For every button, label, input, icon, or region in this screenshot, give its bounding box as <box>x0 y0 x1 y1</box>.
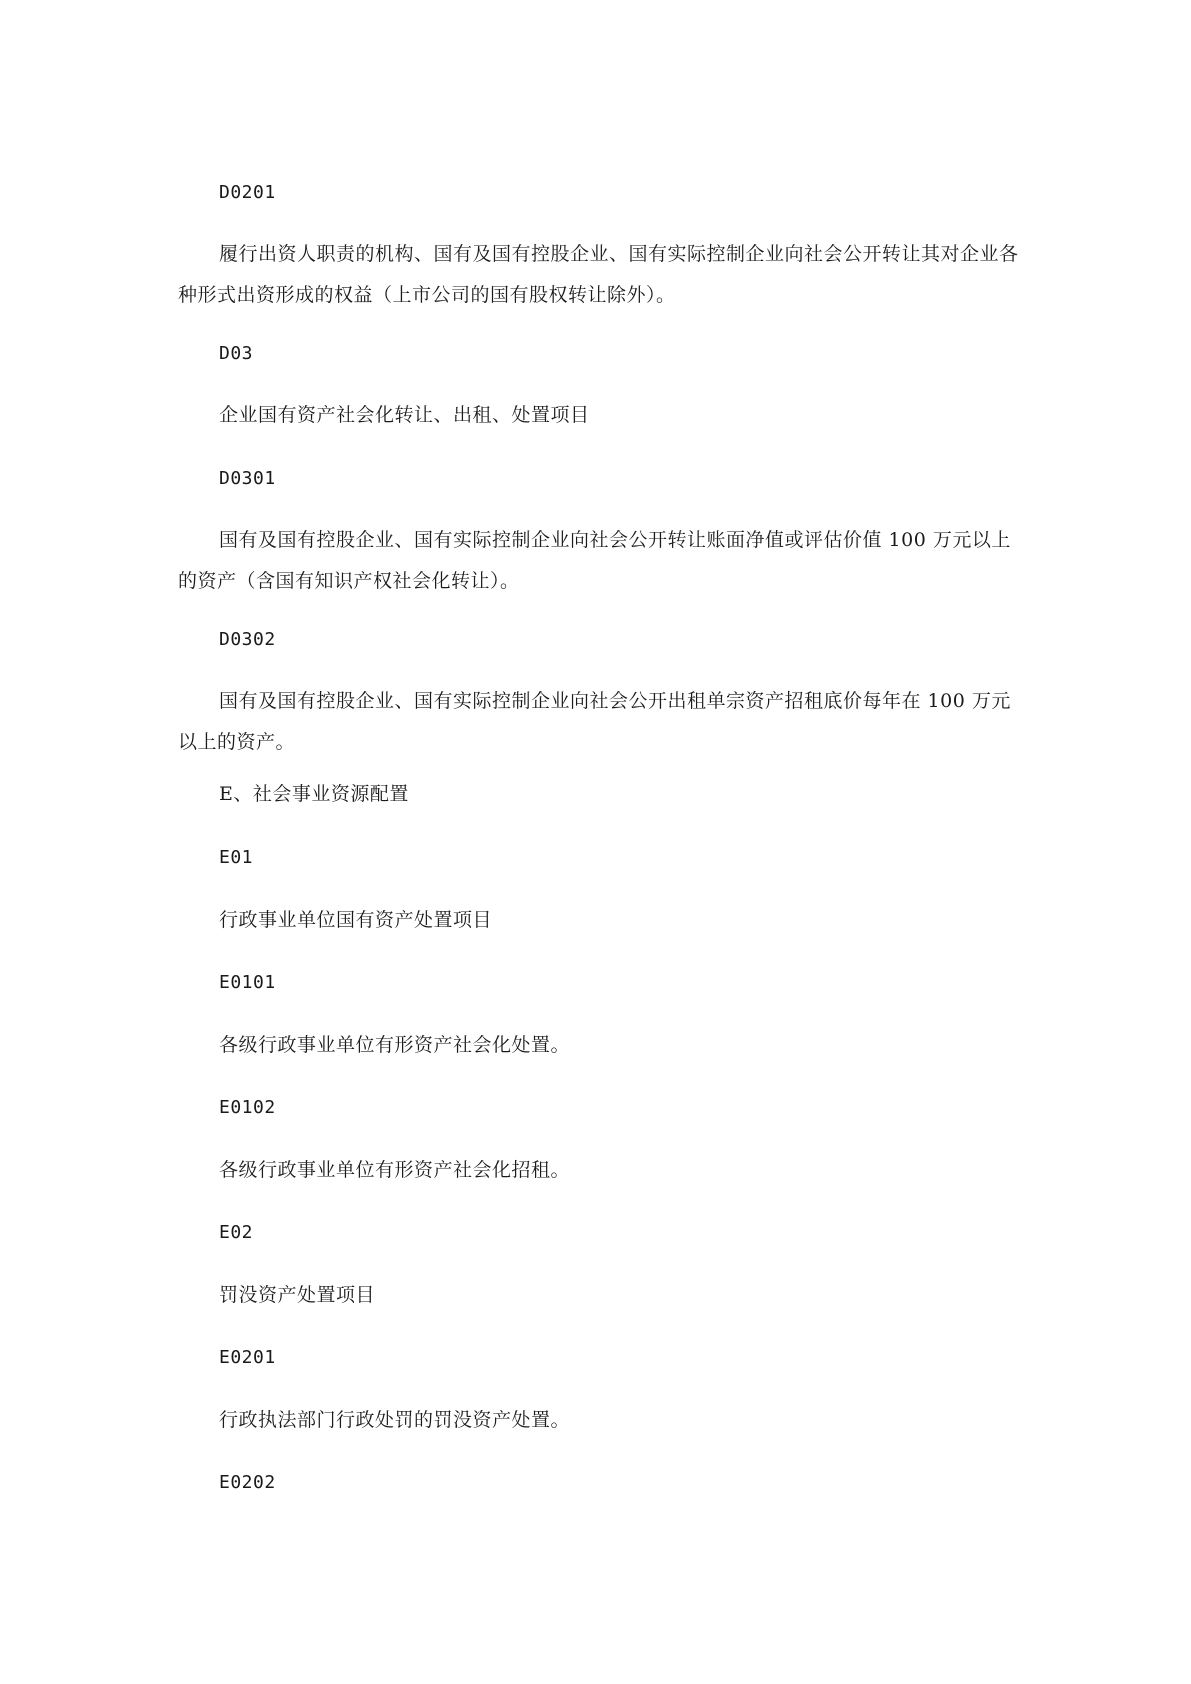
item-code-d0201: D0201 <box>219 182 276 203</box>
item-description-d0302: 国有及国有控股企业、国有实际控制企业向社会公开出租单宗资产招租底价每年在 100 万元以上的资产。 <box>178 690 1011 753</box>
item-code-e02: E02 <box>219 1222 254 1243</box>
item-title-e01: 行政事业单位国有资产处置项目 <box>219 909 493 931</box>
item-code-d0302: D0302 <box>219 629 276 650</box>
item-code-e0202: E0202 <box>219 1472 276 1493</box>
item-code-e0101: E0101 <box>219 972 276 993</box>
item-title-d03: 企业国有资产社会化转让、出租、处置项目 <box>219 404 590 426</box>
item-code-d03: D03 <box>219 343 254 364</box>
item-description-d0301: 国有及国有控股企业、国有实际控制企业向社会公开转让账面净值或评估价值 100 万元以上的资产（含国有知识产权社会化转让）。 <box>178 529 1011 592</box>
item-description-e0101: 各级行政事业单位有形资产社会化处置。 <box>219 1034 571 1056</box>
item-title-e02: 罚没资产处置项目 <box>219 1284 376 1306</box>
item-description-e0102: 各级行政事业单位有形资产社会化招租。 <box>219 1159 571 1181</box>
item-code-e0102: E0102 <box>219 1097 276 1118</box>
item-code-d0301: D0301 <box>219 468 276 489</box>
item-description-d0201: 履行出资人职责的机构、国有及国有控股企业、国有实际控制企业向社会公开转让其对企业各种形式出资形成的权益（上市公司的国有股权转让除外）。 <box>178 243 1019 306</box>
item-code-e01: E01 <box>219 847 254 868</box>
item-description-e0201: 行政执法部门行政处罚的罚没资产处置。 <box>219 1409 571 1431</box>
item-code-e0201: E0201 <box>219 1347 276 1368</box>
section-heading-e: E、社会事业资源配置 <box>219 783 409 805</box>
